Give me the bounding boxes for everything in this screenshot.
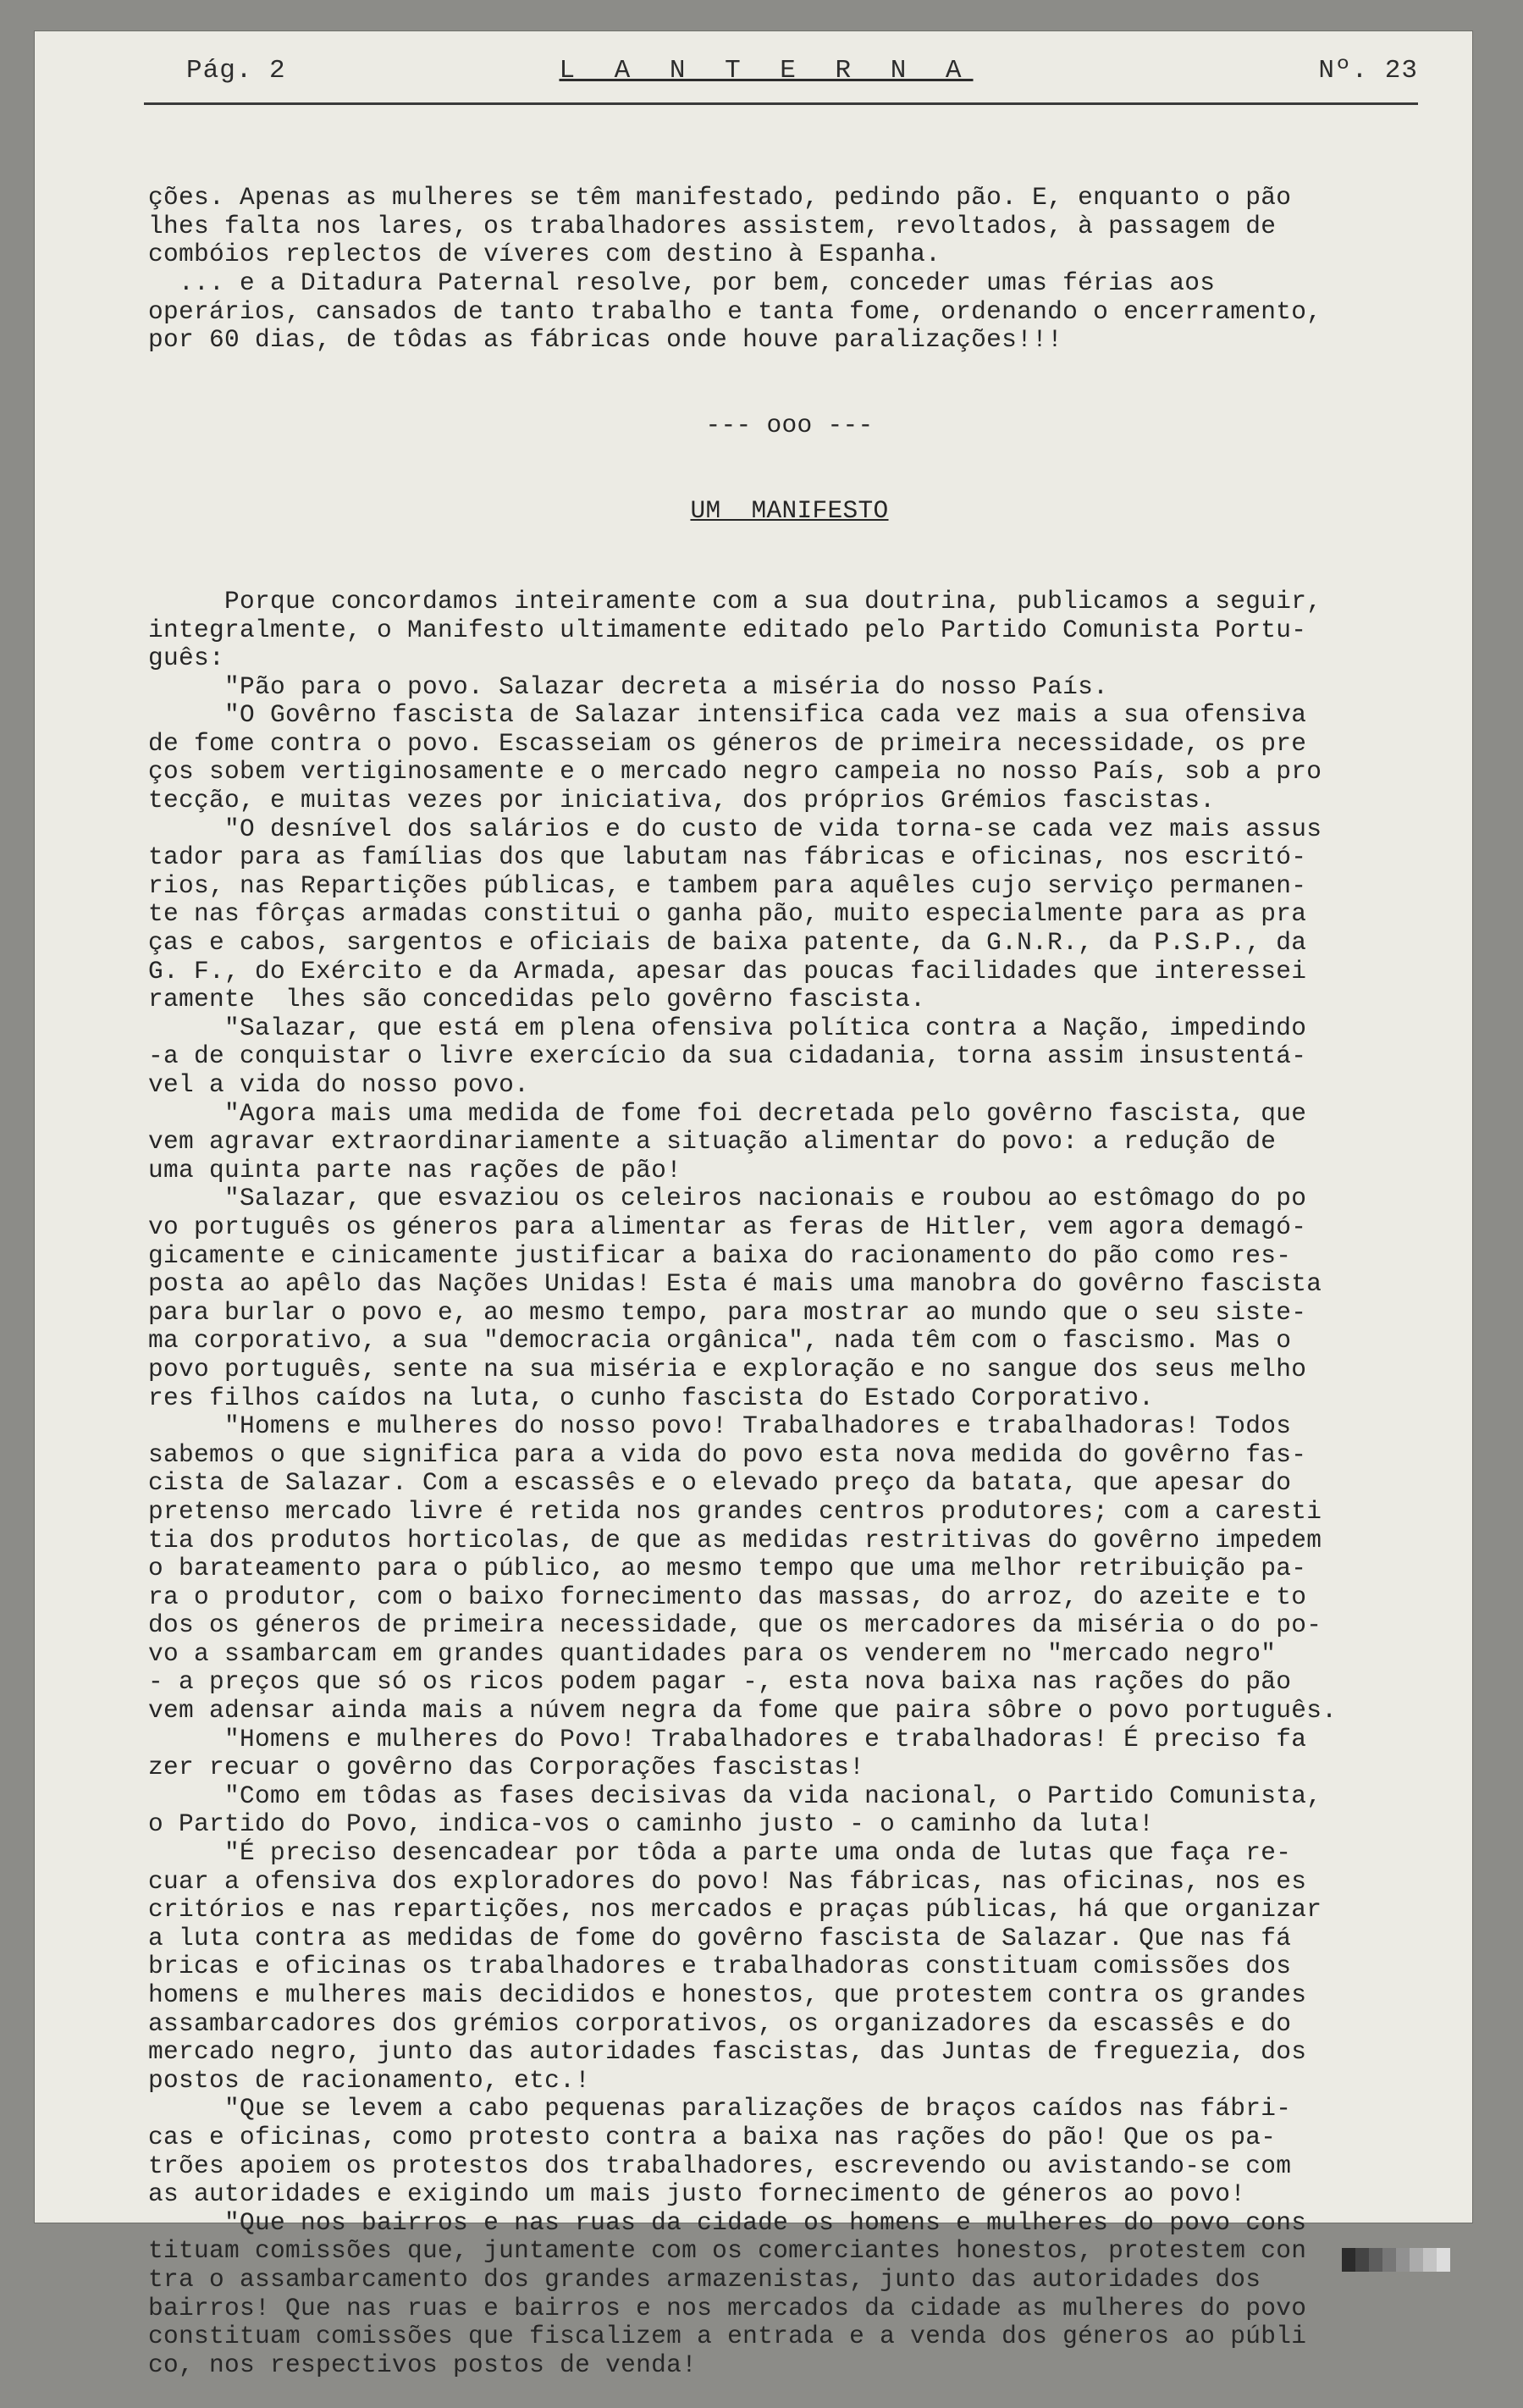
text-line: o Partido do Povo, indica-vos o caminho justo - o caminho da luta!: [148, 1809, 1155, 1839]
text-line: vem adensar ainda mais a núvem negra da fome que paira sôbre o povo português.: [148, 1696, 1338, 1726]
text-line: bricas e oficinas os trabalhadores e trabalhadoras constituam comissões dos: [148, 1952, 1292, 1981]
text-line: povo português, sente na sua miséria e exploração e no sangue dos seus melho: [148, 1354, 1307, 1383]
text-line: co, nos respectivos postos de venda!: [148, 2350, 698, 2379]
text-line: cista de Salazar. Com a escassês e o elevado preço da batata, que apesar do: [148, 1468, 1292, 1498]
text-line: tituam comissões que, juntamente com os comerciantes honestos, protestem con: [148, 2236, 1307, 2266]
text-line: "Que se levem a cabo pequenas paralizações de braços caídos nas fábri-: [148, 2094, 1292, 2124]
text-line: - a preços que só os ricos podem pagar -, esta nova baixa nas rações do pão: [148, 1667, 1292, 1697]
text-line: -a de conquistar o livre exercício da sua cidadania, torna assim insustentá-: [148, 1041, 1307, 1071]
text-line: sabemos o que significa para a vida do povo esta nova medida do govêrno fas-: [148, 1439, 1307, 1469]
text-line: gicamente e cinicamente justificar a baixa do racionamento do pão como res-: [148, 1240, 1292, 1270]
section-title: [148, 497, 1431, 531]
ruler-swatch: [1355, 2248, 1369, 2272]
issue-number: Nº. 23: [1318, 56, 1418, 86]
text-line: a luta contra as medidas de fome do govêrno fascista de Salazar. Que nas fá: [148, 1923, 1292, 1952]
text-line: ramente lhes são concedidas pelo govêrno fascista.: [148, 985, 926, 1014]
text-line: "O Govêrno fascista de Salazar intensifica cada vez mais a sua ofensiva: [148, 700, 1307, 730]
text-line: te nas fôrças armadas constitui o ganha pão, muito especialmente para as pra: [148, 899, 1307, 929]
grayscale-ruler: [1342, 2248, 1450, 2272]
ruler-swatch: [1410, 2248, 1423, 2272]
text-line: ma corporativo, a sua "democracia orgânica", nada têm com o fascismo. Mas o: [148, 1326, 1292, 1356]
text-line: integralmente, o Manifesto ultimamente editado pelo Partido Comunista Portu-: [148, 615, 1307, 644]
text-line: combóios replectos de víveres com destino à Espanha.: [148, 240, 941, 269]
text-line: vem agravar extraordinariamente a situação alimentar do povo: a redução de: [148, 1127, 1277, 1157]
text-line: tecção, e muitas vezes por iniciativa, dos próprios Grémios fascistas.: [148, 786, 1216, 815]
text-line: "Salazar, que está em plena ofensiva política contra a Nação, impedindo: [148, 1013, 1307, 1042]
text-line: guês:: [148, 643, 225, 673]
text-line: homens e mulheres mais decididos e honestos, que protestem contra os grandes: [148, 1980, 1307, 2009]
text-line: res filhos caídos na luta, o cunho fascista do Estado Corporativo.: [148, 1383, 1155, 1412]
text-line: lhes falta nos lares, os trabalhadores assistem, revoltados, à passagem de: [148, 211, 1277, 240]
text-line: ços sobem vertiginosamente e o mercado negro campeia no nosso País, sob a pro: [148, 757, 1322, 787]
header-rule: [144, 102, 1418, 105]
ruler-swatch: [1396, 2248, 1410, 2272]
section-title-text: UM MANIFESTO: [690, 495, 889, 525]
text-line: operários, cansados de tanto trabalho e tanta fome, ordenando o encerramento,: [148, 296, 1322, 326]
text-line: as autoridades e exigindo um mais justo fornecimento de géneros ao povo!: [148, 2179, 1246, 2209]
text-line: trões apoiem os protestos dos trabalhadores, escrevendo ou avistando-se com: [148, 2151, 1292, 2180]
text-line: rios, nas Repartições públicas, e tambem para aquêles cujo serviço permanen-: [148, 870, 1307, 900]
text-line: de fome contra o povo. Escasseiam os géneros de primeira necessidade, os pre: [148, 728, 1307, 758]
page-number-label: Pág. 2: [186, 56, 286, 86]
text-line: para burlar o povo e, ao mesmo tempo, para mostrar ao mundo que o seu siste-: [148, 1297, 1307, 1327]
ruler-swatch: [1437, 2248, 1450, 2272]
ruler-swatch: [1382, 2248, 1396, 2272]
text-line: o barateamento para o público, ao mesmo tempo que uma melhor retribuição pa-: [148, 1554, 1307, 1583]
article-lines-before: [148, 184, 1431, 355]
text-line: vo português os géneros para alimentar as feras de Hitler, vem agora demagó-: [148, 1212, 1307, 1241]
text-line: "Que nos bairros e nas ruas da cidade os homens e mulheres do povo cons: [148, 2207, 1307, 2237]
text-line: cas e oficinas, como protesto contra a baixa nas rações do pão! Que os pa-: [148, 2122, 1277, 2151]
text-line: posta ao apêlo das Nações Unidas! Esta é mais uma manobra do govêrno fascista: [148, 1269, 1322, 1299]
text-line: postos de racionamento, etc.!: [148, 2065, 591, 2095]
text-line: assambarcadores dos grémios corporativos, os organizadores da escassês e do: [148, 2008, 1292, 2038]
text-line: zer recuar o govêrno das Corporações fascistas!: [148, 1753, 865, 1782]
text-line: bairros! Que nas ruas e bairros e nos mercados da cidade as mulheres do povo: [148, 2293, 1307, 2322]
text-line: tra o assambarcamento dos grandes armazenistas, junto das autoridades dos: [148, 2264, 1261, 2294]
text-line: uma quinta parte nas rações de pão!: [148, 1155, 682, 1185]
text-line: "Homens e mulheres do Povo! Trabalhadores e trabalhadoras! É preciso fa: [148, 1724, 1307, 1754]
ruler-swatch: [1369, 2248, 1382, 2272]
text-line: "É preciso desencadear por tôda a parte uma onda de lutas que faça re-: [148, 1838, 1292, 1868]
text-line: vel a vida do nosso povo.: [148, 1070, 530, 1099]
article-body: [148, 127, 1431, 2408]
article-lines-after: [148, 588, 1431, 2379]
ruler-swatch: [1423, 2248, 1437, 2272]
text-line: por 60 dias, de tôdas as fábricas onde houve paralizações!!!: [148, 325, 1063, 355]
text-line: G. F., do Exército e da Armada, apesar das poucas facilidades que interessei: [148, 956, 1307, 986]
newspaper-title: L A N T E R N A: [559, 56, 974, 86]
text-line: tia dos produtos horticolas, de que as medidas restritivas do govêrno impedem: [148, 1525, 1322, 1555]
text-line: dos os géneros de primeira necessidade, que os mercadores da miséria o do po-: [148, 1610, 1322, 1640]
text-line: vo a ssambarcam em grandes quantidades para os venderem no "mercado negro": [148, 1638, 1277, 1668]
text-line: "Salazar, que esvaziou os celeiros nacionais e roubou ao estômago do po: [148, 1184, 1307, 1213]
text-line: "Homens e mulheres do nosso povo! Trabalhadores e trabalhadoras! Todos: [148, 1411, 1292, 1441]
text-line: "O desnível dos salários e do custo de vida torna-se cada vez mais assus: [148, 814, 1322, 843]
text-line: "Como em tôdas as fases decisivas da vida nacional, o Partido Comunista,: [148, 1781, 1322, 1810]
section-separator: --- ooo ---: [705, 410, 874, 439]
text-line: ra o produtor, com o baixo fornecimento das massas, do arroz, do azeite e to: [148, 1582, 1307, 1611]
text-line: "Pão para o povo. Salazar decreta a miséria do nosso País.: [148, 671, 1109, 701]
text-line: pretenso mercado livre é retida nos grandes centros produtores; com a caresti: [148, 1496, 1322, 1526]
text-line: tador para as famílias dos que labutam nas fábricas e oficinas, nos escritó-: [148, 842, 1307, 872]
text-line: ções. Apenas as mulheres se têm manifestado, pedindo pão. E, enquanto o pão: [148, 183, 1292, 213]
text-line: mercado negro, junto das autoridades fascistas, das Juntas de freguezia, dos: [148, 2037, 1307, 2067]
text-line: ... e a Ditadura Paternal resolve, por bem, conceder umas férias aos: [148, 268, 1216, 297]
ruler-swatch: [1342, 2248, 1355, 2272]
text-line: constituam comissões que fiscalizem a entrada e a venda dos géneros ao públi: [148, 2322, 1307, 2351]
text-line: "Agora mais uma medida de fome foi decretada pelo govêrno fascista, que: [148, 1098, 1307, 1128]
text-line: critórios e nas repartições, nos mercados e praças públicas, há que organizar: [148, 1895, 1322, 1925]
page-header: [114, 51, 1418, 102]
text-line: Porque concordamos inteiramente com a sua doutrina, publicamos a seguir,: [148, 586, 1322, 616]
text-line: cuar a ofensiva dos exploradores do povo! Nas fábricas, nas oficinas, nos es: [148, 1866, 1307, 1896]
text-line: ças e cabos, sargentos e oficiais de baixa patente, da G.N.R., da P.S.P., da: [148, 928, 1307, 958]
